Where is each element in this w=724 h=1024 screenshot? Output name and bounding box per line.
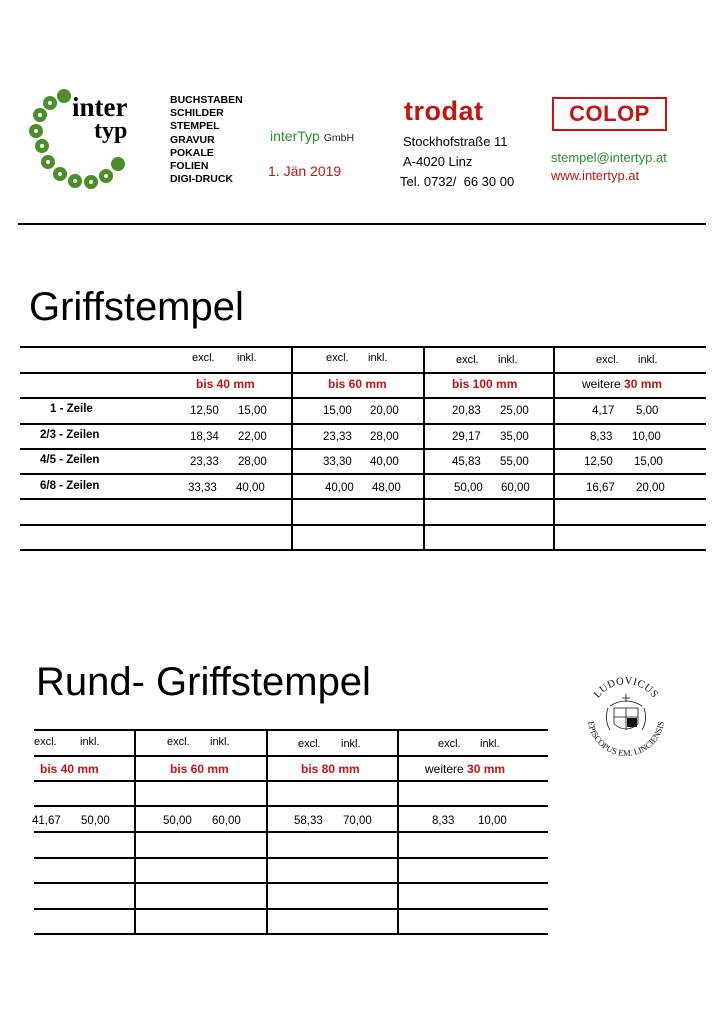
price-cell: 12,50 (584, 456, 613, 468)
table-line (34, 780, 548, 782)
col-inkl-header: inkl. (638, 354, 658, 366)
svg-text:EPISCOPUS EM. LINCIENSIS: EPISCOPUS EM. LINCIENSIS (586, 720, 666, 759)
col-inkl-header: inkl. (368, 352, 388, 364)
col-inkl-header: inkl. (237, 352, 257, 364)
company-name-text: interTyp (270, 128, 320, 144)
service-item: FOLIEN (170, 160, 209, 173)
table-line (34, 729, 548, 731)
price-cell: 60,00 (501, 482, 530, 494)
price-cell: 22,00 (238, 431, 267, 443)
price-cell: 41,67 (32, 815, 61, 827)
size-group-label (582, 377, 662, 391)
price-cell: 48,00 (372, 482, 401, 494)
rund-griffstempel-title: Rund- Griffstempel (36, 660, 371, 704)
price-cell: 25,00 (500, 405, 529, 417)
col-inkl-header: inkl. (480, 738, 500, 750)
col-excl-header: excl. (34, 736, 57, 748)
table-line (553, 346, 555, 551)
size-group-prefix: weitere (582, 377, 621, 391)
price-cell: 50,00 (81, 815, 110, 827)
company-suffix: GmbH (323, 132, 355, 144)
table-line (34, 831, 548, 833)
services-list (170, 94, 243, 186)
size-group-label: bis 60 mm (170, 762, 229, 776)
price-cell: 50,00 (454, 482, 483, 494)
service-item: BUCHSTABEN (170, 94, 243, 106)
price-cell: 4,17 (592, 405, 615, 417)
service-item: SCHILDER (170, 107, 224, 120)
col-inkl-header: inkl. (341, 738, 361, 750)
table-line (20, 498, 706, 500)
price-cell: 15,00 (323, 405, 352, 417)
price-cell: 18,34 (190, 431, 219, 443)
row-label: 1 - Zeile (50, 403, 93, 415)
price-cell: 10,00 (478, 815, 507, 827)
price-cell: 40,00 (325, 482, 354, 494)
size-group-label (425, 762, 505, 776)
table-line (34, 933, 548, 935)
price-cell: 45,83 (452, 456, 481, 468)
price-cell: 58,33 (294, 815, 323, 827)
address-city: A-4020 Linz (403, 154, 473, 169)
service-item: DIGI-DRUCK (170, 173, 233, 186)
seal-icon (580, 672, 672, 764)
table-line (34, 857, 548, 859)
price-cell: 15,00 (238, 405, 267, 417)
price-cell: 20,00 (636, 482, 665, 494)
price-cell: 60,00 (212, 815, 241, 827)
table-line (20, 397, 706, 399)
header-divider (18, 223, 706, 225)
bishop-seal (580, 672, 672, 764)
price-cell: 28,00 (238, 456, 267, 468)
price-cell: 16,67 (586, 482, 615, 494)
table-line (20, 524, 706, 526)
price-cell: 35,00 (500, 431, 529, 443)
size-group-label: bis 40 mm (40, 762, 99, 776)
price-cell: 33,33 (188, 482, 217, 494)
price-cell: 33,30 (323, 456, 352, 468)
service-item: STEMPEL (170, 120, 220, 133)
price-cell: 40,00 (236, 482, 265, 494)
intertyp-logo (22, 86, 142, 196)
table-line (20, 473, 706, 475)
price-cell: 23,33 (190, 456, 219, 468)
table-line (134, 729, 136, 935)
row-label: 4/5 - Zeilen (40, 454, 100, 466)
size-group-prefix: weitere (425, 762, 464, 776)
col-excl-header: excl. (596, 354, 619, 366)
logo-ring-icon (22, 86, 142, 196)
price-cell: 55,00 (500, 456, 529, 468)
col-excl-header: excl. (438, 738, 461, 750)
price-cell: 23,33 (323, 431, 352, 443)
col-excl-header: excl. (456, 354, 479, 366)
size-group-label: bis 100 mm (452, 377, 518, 391)
table-line (397, 729, 399, 935)
colop-logo: COLOP (552, 97, 667, 131)
price-cell: 29,17 (452, 431, 481, 443)
price-cell: 20,00 (370, 405, 399, 417)
table-line (423, 346, 425, 551)
size-group-label: bis 80 mm (301, 762, 360, 776)
table-line (266, 729, 268, 935)
price-cell: 50,00 (163, 815, 192, 827)
size-group-value: 30 mm (467, 762, 506, 776)
table-line (34, 908, 548, 910)
row-label: 6/8 - Zeilen (40, 480, 100, 492)
price-cell: 40,00 (370, 456, 399, 468)
price-cell: 10,00 (632, 431, 661, 443)
table-line (20, 448, 706, 450)
svg-text:LUDOVICUS: LUDOVICUS (591, 675, 661, 701)
trodat-logo: trodat (404, 96, 484, 126)
phone-number: Tel. 0732/ 66 30 00 (400, 174, 515, 189)
svg-text:typ: typ (94, 118, 128, 144)
price-cell: 8,33 (432, 815, 455, 827)
col-inkl-header: inkl. (498, 354, 518, 366)
price-cell: 12,50 (190, 405, 219, 417)
price-cell: 28,00 (370, 431, 399, 443)
table-line (291, 346, 293, 551)
col-excl-header: excl. (192, 352, 215, 364)
table-line (20, 549, 706, 551)
table-line (20, 346, 706, 348)
price-cell: 20,83 (452, 405, 481, 417)
table-line (20, 423, 706, 425)
price-cell: 5,00 (636, 405, 659, 417)
col-excl-header: excl. (167, 736, 190, 748)
price-cell: 8,33 (590, 431, 613, 443)
document-date: 1. Jän 2019 (268, 163, 342, 179)
table-line (34, 755, 548, 757)
griffstempel-title: Griffstempel (29, 285, 244, 329)
website-link[interactable]: www.intertyp.at (551, 168, 640, 183)
size-group-label: bis 40 mm (196, 377, 255, 391)
row-label: 2/3 - Zeilen (40, 429, 100, 441)
price-cell: 15,00 (634, 456, 663, 468)
table-line (20, 372, 706, 374)
email-link[interactable]: stempel@intertyp.at (551, 150, 667, 165)
address-street: Stockhofstraße 11 (403, 134, 508, 149)
service-item: POKALE (170, 146, 214, 159)
address-block (400, 132, 515, 192)
col-inkl-header: inkl. (80, 736, 100, 748)
svg-text:inter: inter (72, 92, 128, 122)
size-group-label: bis 60 mm (328, 377, 387, 391)
col-inkl-header: inkl. (210, 736, 230, 748)
service-item: GRAVUR (170, 133, 215, 146)
table-line (34, 805, 548, 807)
table-line (34, 882, 548, 884)
price-cell: 70,00 (343, 815, 372, 827)
col-excl-header: excl. (298, 738, 321, 750)
size-group-value: 30 mm (624, 377, 663, 391)
company-name (270, 128, 354, 144)
col-excl-header: excl. (326, 352, 349, 364)
